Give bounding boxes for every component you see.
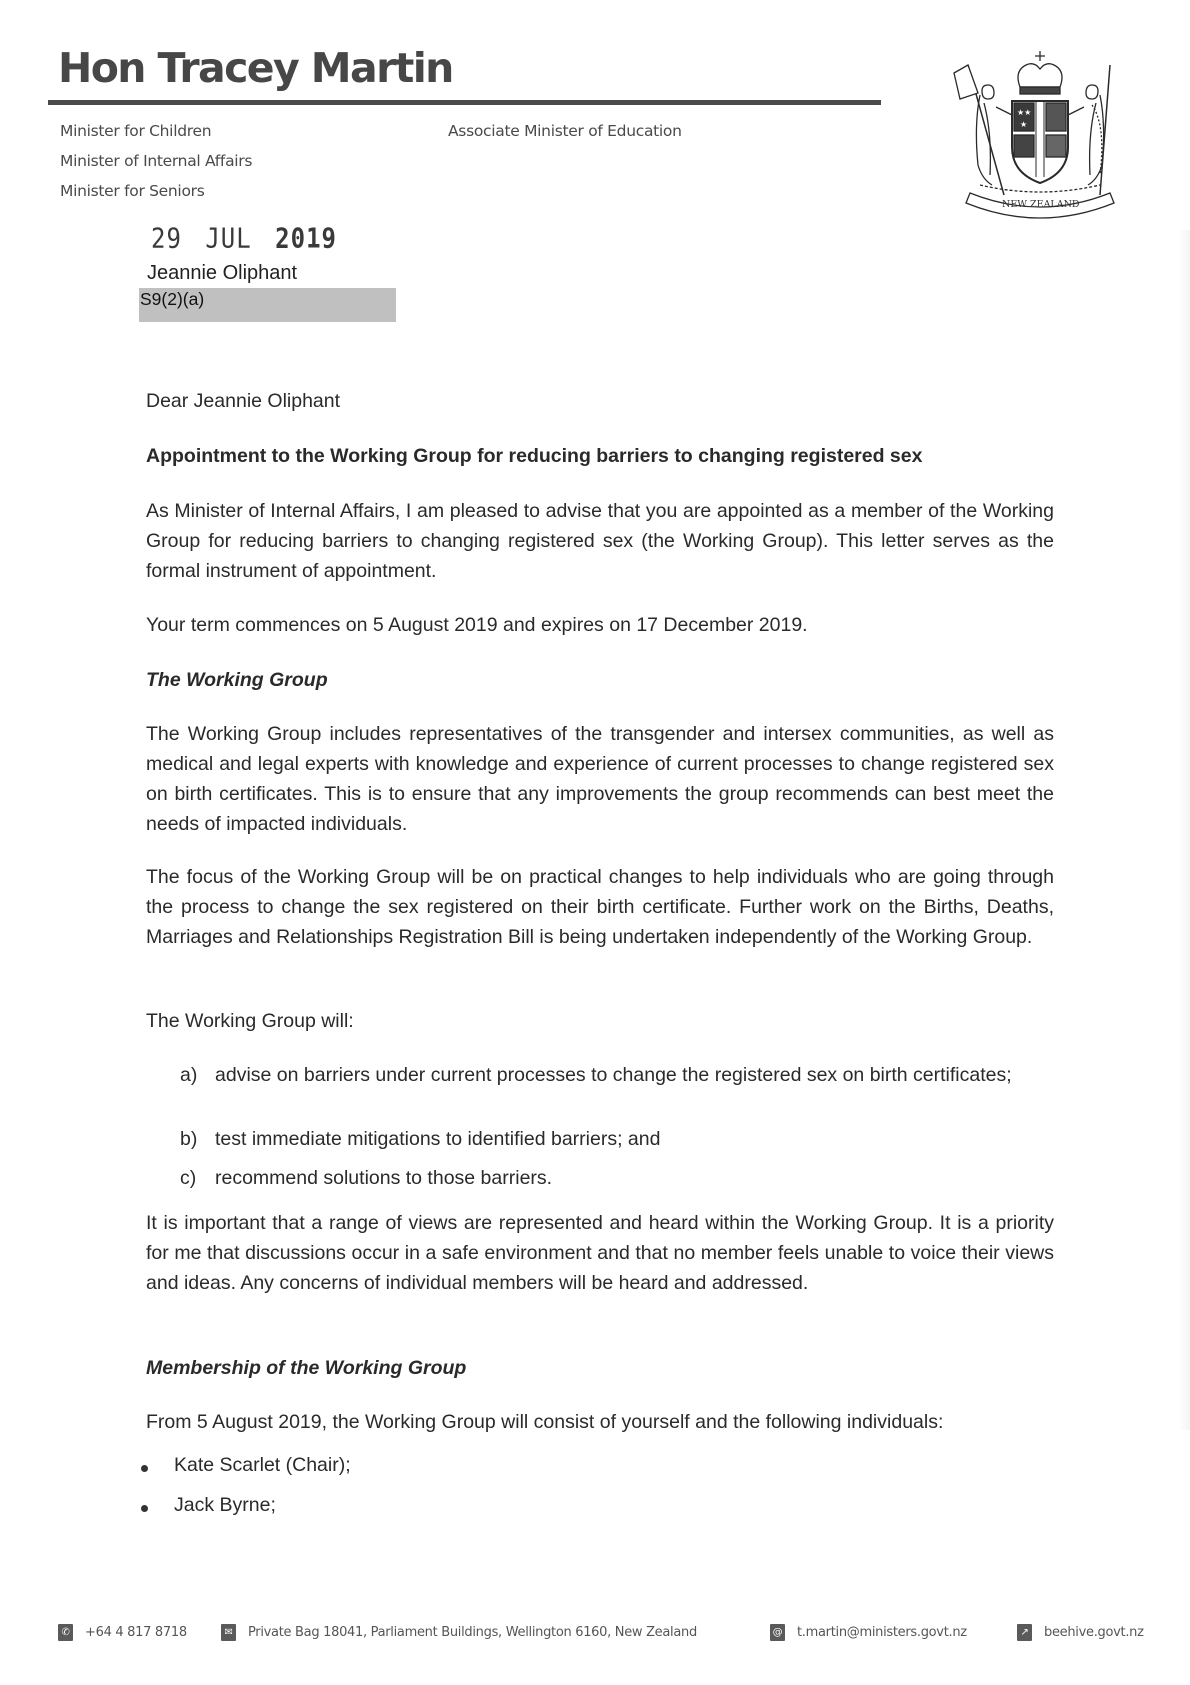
date-year: 2019 <box>275 222 337 255</box>
footer-email[interactable]: @ t.martin@ministers.govt.nz <box>770 1624 967 1641</box>
date-month: JUL <box>205 222 252 255</box>
subject-line: Appointment to the Working Group for reducing barriers to changing registered sex <box>146 445 923 467</box>
paragraph-membership: From 5 August 2019, the Working Group will consist of yourself and the following individuals: <box>146 1411 944 1433</box>
paragraph-group-focus: The focus of the Working Group will be on practical changes to help individuals who are going through the process to change the sex registered on their birth certificate. Further work on the Births, Deaths, Marriages and Relationships Registration Bill is being undertaken independently of the Working Group. <box>146 866 1054 948</box>
paragraph-group-composition: The Working Group includes representatives of the transgender and intersex communities, as well as medical and legal experts with knowledge and experience of current processes to change registered sex on birth certificates. This is to ensure that any improvements the group recommends can best meet the needs of impacted individuals. <box>146 723 1054 835</box>
footer-address: ✉ Private Bag 18041, Parliament Buildings, Wellington 6160, New Zealand <box>221 1624 697 1641</box>
heading-membership: Membership of the Working Group <box>146 1357 467 1379</box>
redaction-block <box>139 288 396 322</box>
minister-name: Hon Tracey Martin <box>58 44 453 92</box>
at-icon: @ <box>770 1624 785 1641</box>
footer-website[interactable]: ↗ beehive.govt.nz <box>1017 1624 1144 1641</box>
heading-working-group: The Working Group <box>146 669 328 691</box>
svg-text:★★: ★★ <box>1017 108 1032 117</box>
svg-text:NEW ZEALAND: NEW ZEALAND <box>1002 199 1080 210</box>
salutation: Dear Jeannie Oliphant <box>146 390 341 412</box>
paragraph-term: Your term commences on 5 August 2019 and expires on 17 December 2019. <box>146 614 808 636</box>
svg-text:★: ★ <box>1020 120 1028 129</box>
addressee-name: Jeannie Oliphant <box>147 262 298 284</box>
coat-of-arms-icon <box>940 45 1140 220</box>
date-day: 29 <box>151 222 182 255</box>
role-seniors: Minister for Seniors <box>60 182 205 200</box>
role-internal-affairs: Minister of Internal Affairs <box>60 152 253 170</box>
role-children: Minister for Children <box>60 122 212 140</box>
paragraph-views: It is important that a range of views are represented and heard within the Working Group. It is a priority for me that discussions occur in a safe environment and that no member feels unable to voice their views and ideas. Any concerns of individual members will be heard and addressed. <box>146 1212 1054 1294</box>
phone-icon: ✆ <box>58 1624 73 1641</box>
header-rule <box>48 100 881 105</box>
scan-shadow <box>1178 230 1190 1430</box>
date-stamp <box>151 222 337 254</box>
footer-phone: ✆ +64 4 817 8718 <box>58 1624 187 1641</box>
task-item-a: a) advise on barriers under current processes to change the registered sex on birth certificates; <box>180 1064 1012 1086</box>
redaction-label: S9(2)(a) <box>140 289 205 309</box>
letter-footer <box>0 1624 1190 1648</box>
role-education: Associate Minister of Education <box>448 122 682 140</box>
mail-icon: ✉ <box>221 1624 236 1641</box>
paragraph-will: The Working Group will: <box>146 1010 354 1032</box>
paragraph-intro: As Minister of Internal Affairs, I am pleased to advise that you are appointed as a member of the Working Group for reducing barriers to changing registered sex (the Working Group). This letter serves as the formal instrument of appointment. <box>146 500 1054 582</box>
bullet-icon <box>141 1505 148 1512</box>
bullet-icon <box>141 1465 148 1472</box>
web-icon: ↗ <box>1017 1624 1032 1641</box>
